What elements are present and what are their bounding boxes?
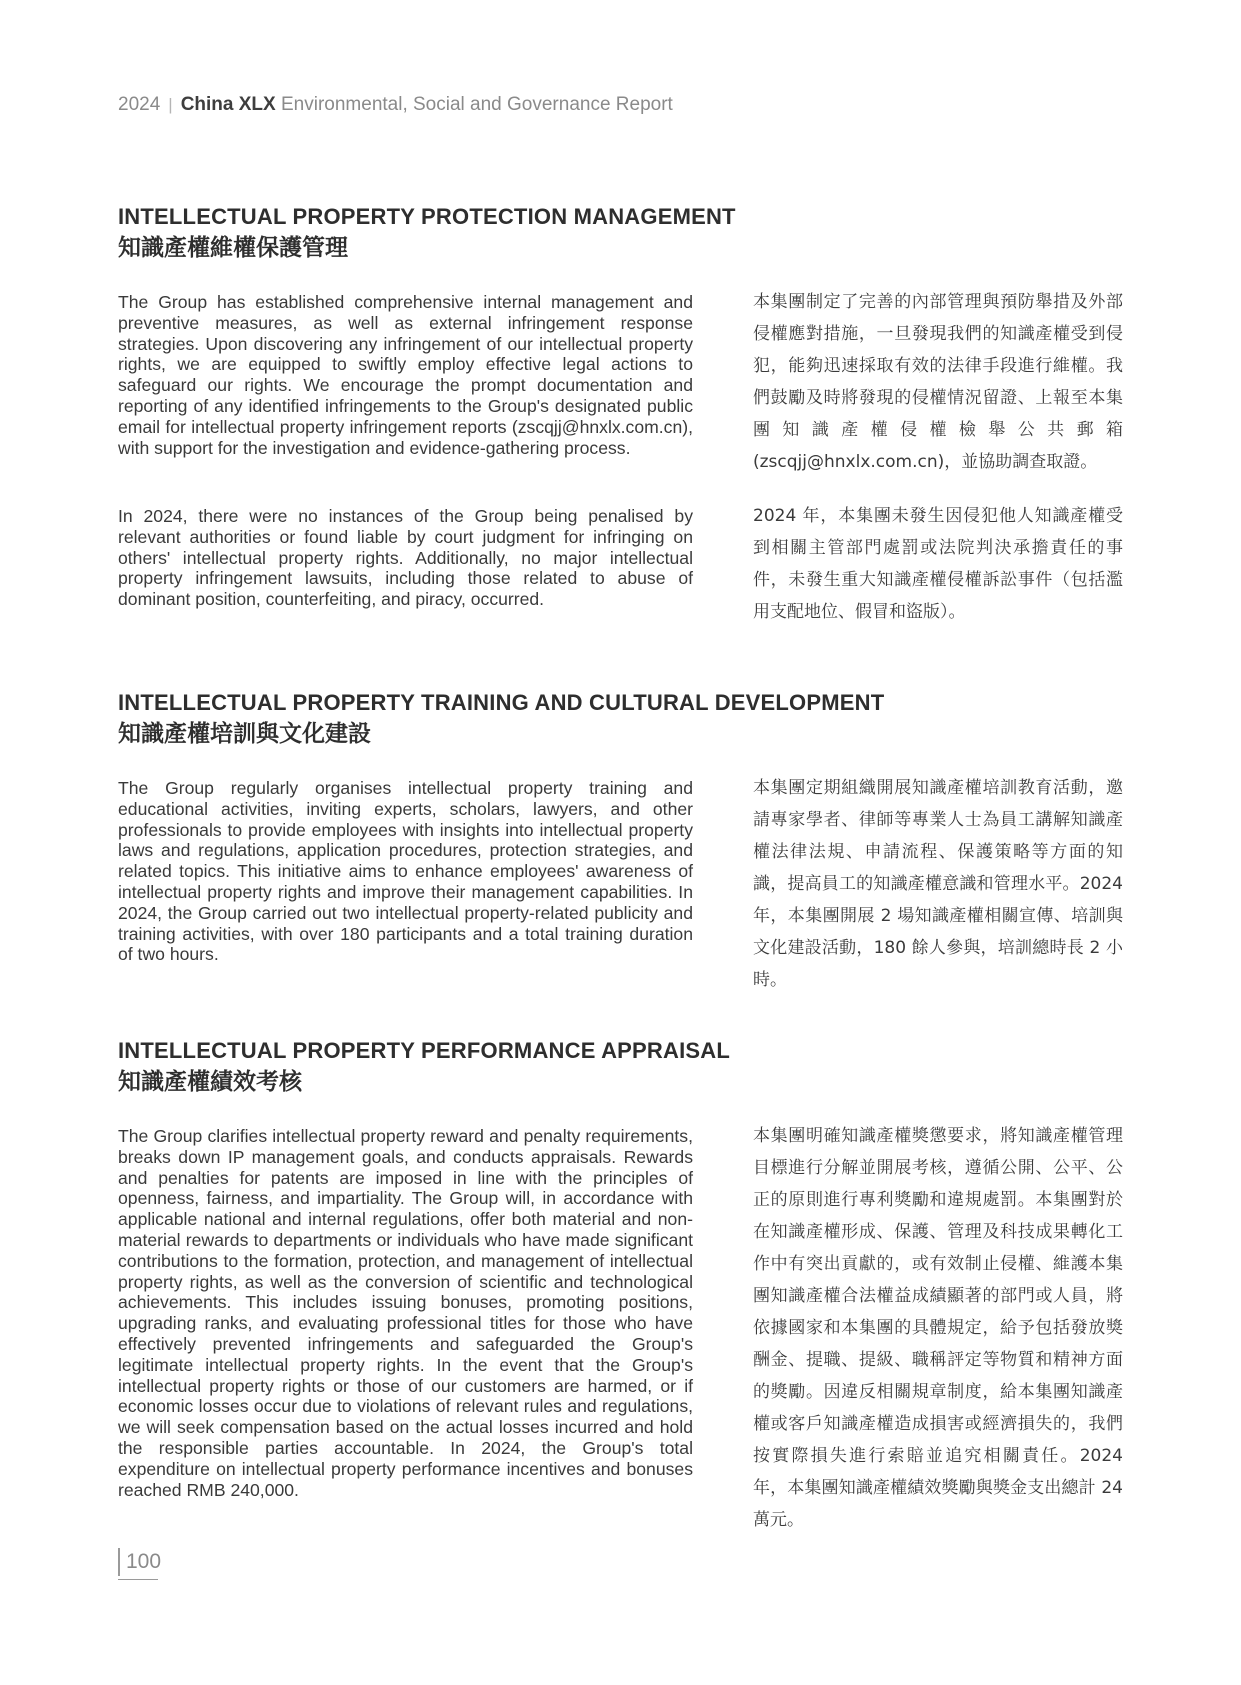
section-ip-protection — [118, 202, 1123, 622]
page-number — [118, 1548, 161, 1576]
header-brand: China XLX — [180, 94, 276, 115]
paragraph-zh: 2024 年，本集團未發生因侵犯他人知識產權受到相關主管部門處罰或法院判決承擔責任的事件，未發生重大知識產權侵權訴訟事件（包括濫用支配地位、假冒和盜版）。 — [753, 506, 1123, 622]
paragraph-en: In 2024, there were no instances of the Group being penalised by relevant authorities or found liable by court judgment for infringing on others' intellectual property rights. Additionally, no major intellectual property infringement lawsuits, including those related to abuse of dominant position, counterfeiting, and piracy, occurred. — [118, 506, 693, 610]
section-title-zh: 知識產權培訓與文化建設 — [118, 721, 371, 747]
paragraph-en: The Group clarifies intellectual property reward and penalty requirements, breaks down IP management goals, and conducts appraisals. Rewards and penalties for patents are imposed in line with the principles of openness, fairness, and impartiality. The Group will, in accordance with applicable national and internal regulations, offer both material and non-material rewards to departments or individuals who have made significant contributions to the formation, protection, and management of intellectual property rights, as well as the conversion of scientific and technological achievements. This includes issuing bonuses, promoting positions, upgrading ranks, and evaluating professional titles for those who have effectively prevented infringements and safeguarded the Group's legitimate intellectual property rights. In the event that the Group's intellectual property rights or those of our customers are harmed, or if economic losses occur due to violations of relevant rules and regulations, we will seek compensation based on the actual losses incurred and hold the responsible parties accountable. In 2024, the Group's total expenditure on intellectual property performance incentives and bonuses reached RMB 240,000. — [118, 1126, 693, 1500]
section-title-en: INTELLECTUAL PROPERTY PERFORMANCE APPRAISAL — [118, 1038, 731, 1063]
report-header — [118, 94, 673, 116]
paragraph-en: The Group regularly organises intellectual property training and educational activities, inviting experts, scholars, lawyers, and other professionals to provide employees with insights into intellectual property laws and regulations, application procedures, protection strategies, and related topics. This initiative aims to enhance employees' awareness of intellectual property rights and improve their management capabilities. In 2024, the Group carried out two intellectual property-related publicity and training activities, with over 180 participants and a total training duration of two hours. — [118, 778, 693, 965]
section-ip-training — [118, 688, 1123, 988]
page-number-value: 100 — [126, 1550, 162, 1573]
header-year: 2024 — [118, 94, 161, 115]
page-number-rule — [118, 1579, 158, 1580]
paragraph-zh: 本集團明確知識產權獎懲要求，將知識產權管理目標進行分解並開展考核，遵循公開、公平、公正的原則進行專利獎勵和違規處罰。本集團對於在知識產權形成、保護、管理及科技成果轉化工作中有突出貢獻的，或有效制止侵權、維護本集團知識產權合法權益成績顯著的部門或人員，將依據國家和本集團的具體規定，給予包括發放獎酬金、提職、提級、職稱評定等物質和精神方面的獎勵。因違反相關規章制度，給本集團知識產權或客戶知識產權造成損害或經濟損失的，我們按實際損失進行索賠並追究相關責任。2024 年，本集團知識產權績效獎勵與獎金支出總計 24 萬元。 — [753, 1126, 1123, 1530]
paragraph-zh: 本集團制定了完善的內部管理與預防舉措及外部侵權應對措施，一旦發現我們的知識產權受到侵犯，能夠迅速採取有效的法律手段進行維權。我們鼓勵及時將發現的侵權情況留證、上報至本集團知識產權侵權檢舉公共郵箱(zscqjj@hnxlx.com.cn)，並協助調查取證。 — [753, 292, 1123, 472]
section-title-zh: 知識產權維權保護管理 — [118, 235, 348, 261]
section-title-zh: 知識產權績效考核 — [118, 1069, 302, 1095]
section-ip-appraisal — [118, 1036, 1123, 1536]
header-separator: | — [168, 95, 173, 114]
paragraph-en: The Group has established comprehensive internal management and preventive measures, as well as external infringement response strategies. Upon discovering any infringement of our intellectual property rights, we are equipped to swiftly employ effective legal actions to safeguard our rights. We encourage the prompt documentation and reporting of any identified infringements to the Group's designated public email for intellectual property infringement reports (zscqjj@hnxlx.com.cn), with support for the investigation and evidence-gathering process. — [118, 292, 693, 458]
section-title-en: INTELLECTUAL PROPERTY TRAINING AND CULTURAL DEVELOPMENT — [118, 690, 885, 715]
header-report-title: Environmental, Social and Governance Report — [281, 94, 673, 115]
paragraph-zh: 本集團定期組織開展知識產權培訓教育活動，邀請專家學者、律師等專業人士為員工講解知識產權法律法規、申請流程、保護策略等方面的知識，提高員工的知識產權意識和管理水平。2024 年，本集團開展 2 場知識產權相關宣傳、培訓與文化建設活動，180 餘人參與，培訓總時長 2 小時。 — [753, 778, 1123, 990]
section-title-en: INTELLECTUAL PROPERTY PROTECTION MANAGEMENT — [118, 204, 736, 229]
